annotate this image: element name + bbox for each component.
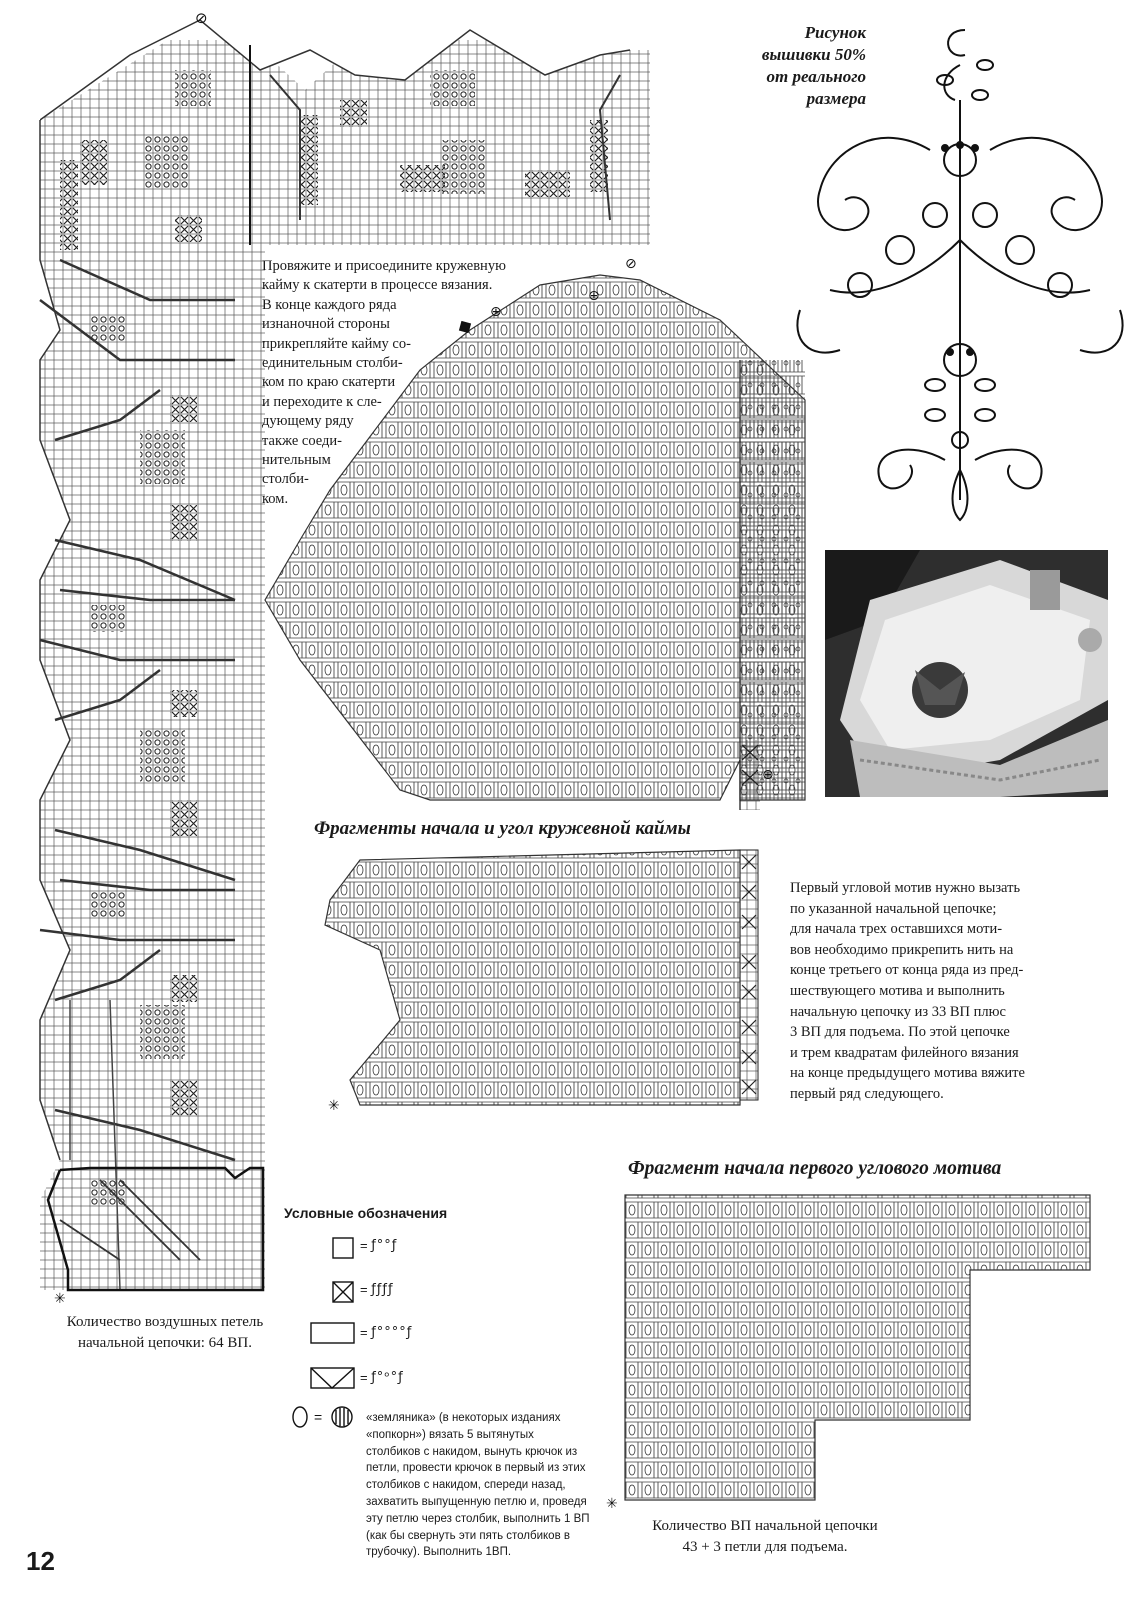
- instruction-top-line: ком по краю скатерти: [262, 374, 396, 391]
- instruction-top-line: кайму к скатерти в процессе вязания.: [262, 277, 493, 294]
- instruction-right-line: для начала трех оставшихся моти-: [790, 921, 1003, 938]
- legend-stitches: ƒ°°ƒ: [371, 1238, 398, 1253]
- circle-slash-mark: ⊘: [195, 9, 208, 27]
- instruction-right-line: Первый угловой мотив нужно вызать: [790, 880, 1021, 896]
- page-number: 12: [26, 1546, 55, 1576]
- legend-row-crossed-square: [360, 1282, 394, 1297]
- instruction-right-line: первый ряд следующего.: [790, 1085, 944, 1102]
- popcorn-line: «попкорн») вязать 5 вытянутых: [366, 1428, 534, 1441]
- popcorn-line: «земляника» (в некоторых изданиях: [366, 1412, 561, 1424]
- embroidery-caption-line: Рисунок: [804, 23, 866, 42]
- tablecloth-photo: [825, 550, 1108, 797]
- legend-equals: =: [360, 1238, 368, 1253]
- circle-cross-mark: ⊕: [490, 304, 502, 320]
- popcorn-line: столбиков с накидом, вынуть крючок из: [366, 1445, 578, 1458]
- embroidery-caption: [720, 22, 866, 110]
- instruction-top-line: также соеди-: [262, 432, 342, 449]
- embroidery-caption-line: от реального: [766, 67, 866, 86]
- legend-row-v-rectangle: [360, 1370, 404, 1385]
- legend-row-long-rectangle: [360, 1325, 412, 1340]
- instruction-top-line: столби-: [262, 471, 309, 488]
- embroidery-caption-line: вышивки 50%: [761, 45, 866, 64]
- legend-popcorn-outline: [293, 1407, 307, 1427]
- instruction-top-line: В конце каждого ряда: [262, 296, 397, 313]
- circle-cross-mark-3: ⊕: [762, 767, 774, 783]
- instruction-right-line: и трем квадратам филейного вязания: [790, 1044, 1019, 1061]
- instruction-top-line: дующему ряду: [262, 413, 354, 430]
- instruction-right-line: 3 ВП для подъема. По этой цепочке: [790, 1024, 1010, 1041]
- chain-count-bottom-line: 43 + 3 петли для подъема.: [682, 1539, 848, 1555]
- instruction-top-line: прикрепляйте кайму со-: [262, 335, 411, 352]
- legend-equals: =: [360, 1282, 368, 1297]
- popcorn-line: захватить выпущенную петлю и, проведя: [366, 1495, 587, 1508]
- popcorn-line: (как бы свернуть эти пять столбиков в: [366, 1529, 570, 1542]
- heading-fragments: Фрагменты начала и угол кружевной каймы: [314, 818, 691, 839]
- legend-stitches: ƒ°°°°ƒ: [371, 1325, 413, 1340]
- instruction-right-line: шествующего мотива и выполнить: [790, 982, 1005, 999]
- instruction-top-line: ком.: [262, 490, 289, 507]
- legend-v-rectangle: [311, 1368, 354, 1388]
- instruction-top-line: нительным: [262, 452, 331, 469]
- instruction-right-line: конце третьего от конца ряда из пред-: [790, 962, 1024, 979]
- legend-title: Условные обозначения: [284, 1205, 448, 1221]
- instruction-right-line: вов необходимо прикрепить нить на: [790, 941, 1014, 958]
- circle-slash-mark-2: ⊘: [625, 256, 637, 272]
- middle-crochet-diagram: [325, 850, 758, 1105]
- chain-count-bottom: [615, 1516, 915, 1558]
- popcorn-line: петли, провести крючок в первый из этих: [366, 1462, 586, 1475]
- start-star-mark: ✳: [54, 1291, 66, 1307]
- instruction-top-line: Провяжите и присоедините кружевную: [262, 258, 506, 274]
- corner-motif-crochet-diagram: [625, 1195, 1090, 1500]
- heading-corner-motif: Фрагмент начала первого углового мотива: [628, 1158, 1002, 1179]
- instruction-right: [790, 878, 1090, 1105]
- chain-count-bottom-line: Количество ВП начальной цепочки: [652, 1518, 878, 1534]
- legend-equals: =: [360, 1370, 368, 1385]
- legend-stitches: ƒ°ᵒ°ƒ: [371, 1370, 404, 1385]
- legend-row-empty-square: [360, 1238, 397, 1253]
- chain-count-left-line: начальной цепочки: 64 ВП.: [78, 1335, 252, 1351]
- popcorn-line: трубочку). Выполнить 1ВП.: [366, 1546, 512, 1559]
- start-star-mark-3: ✳: [606, 1496, 618, 1512]
- instruction-top-line: изнаночной стороны: [262, 316, 390, 333]
- instruction-top-line: и переходите к сле-: [262, 393, 382, 410]
- legend-stitches: ƒƒƒƒ: [371, 1282, 394, 1297]
- popcorn-line: столбиков с накидом, спереди назад,: [366, 1479, 566, 1492]
- circle-cross-mark-2: ⊕: [588, 288, 600, 304]
- legend-popcorn-equals: =: [314, 1409, 323, 1425]
- start-star-mark-2: ✳: [328, 1098, 340, 1114]
- legend-popcorn-description: [366, 1410, 616, 1561]
- instruction-right-line: по указанной начальной цепочке;: [790, 900, 997, 917]
- chain-count-left-line: Количество воздушных петель: [66, 1314, 264, 1330]
- instruction-top-line: единительным столби-: [262, 355, 403, 372]
- legend-popcorn-symbol: [332, 1407, 352, 1427]
- popcorn-line: эту петлю через столбик, выполнить 1 ВП: [366, 1512, 590, 1525]
- chain-count-left: [30, 1312, 300, 1354]
- legend-long-rectangle: [311, 1323, 354, 1343]
- legend-equals: =: [360, 1325, 368, 1340]
- instruction-top: [262, 257, 562, 509]
- instruction-right-line: начальную цепочку из 33 ВП плюс: [790, 1003, 1006, 1020]
- embroidery-caption-line: размера: [806, 89, 866, 108]
- instruction-right-line: на конце предыдущего мотива вяжите: [790, 1065, 1025, 1082]
